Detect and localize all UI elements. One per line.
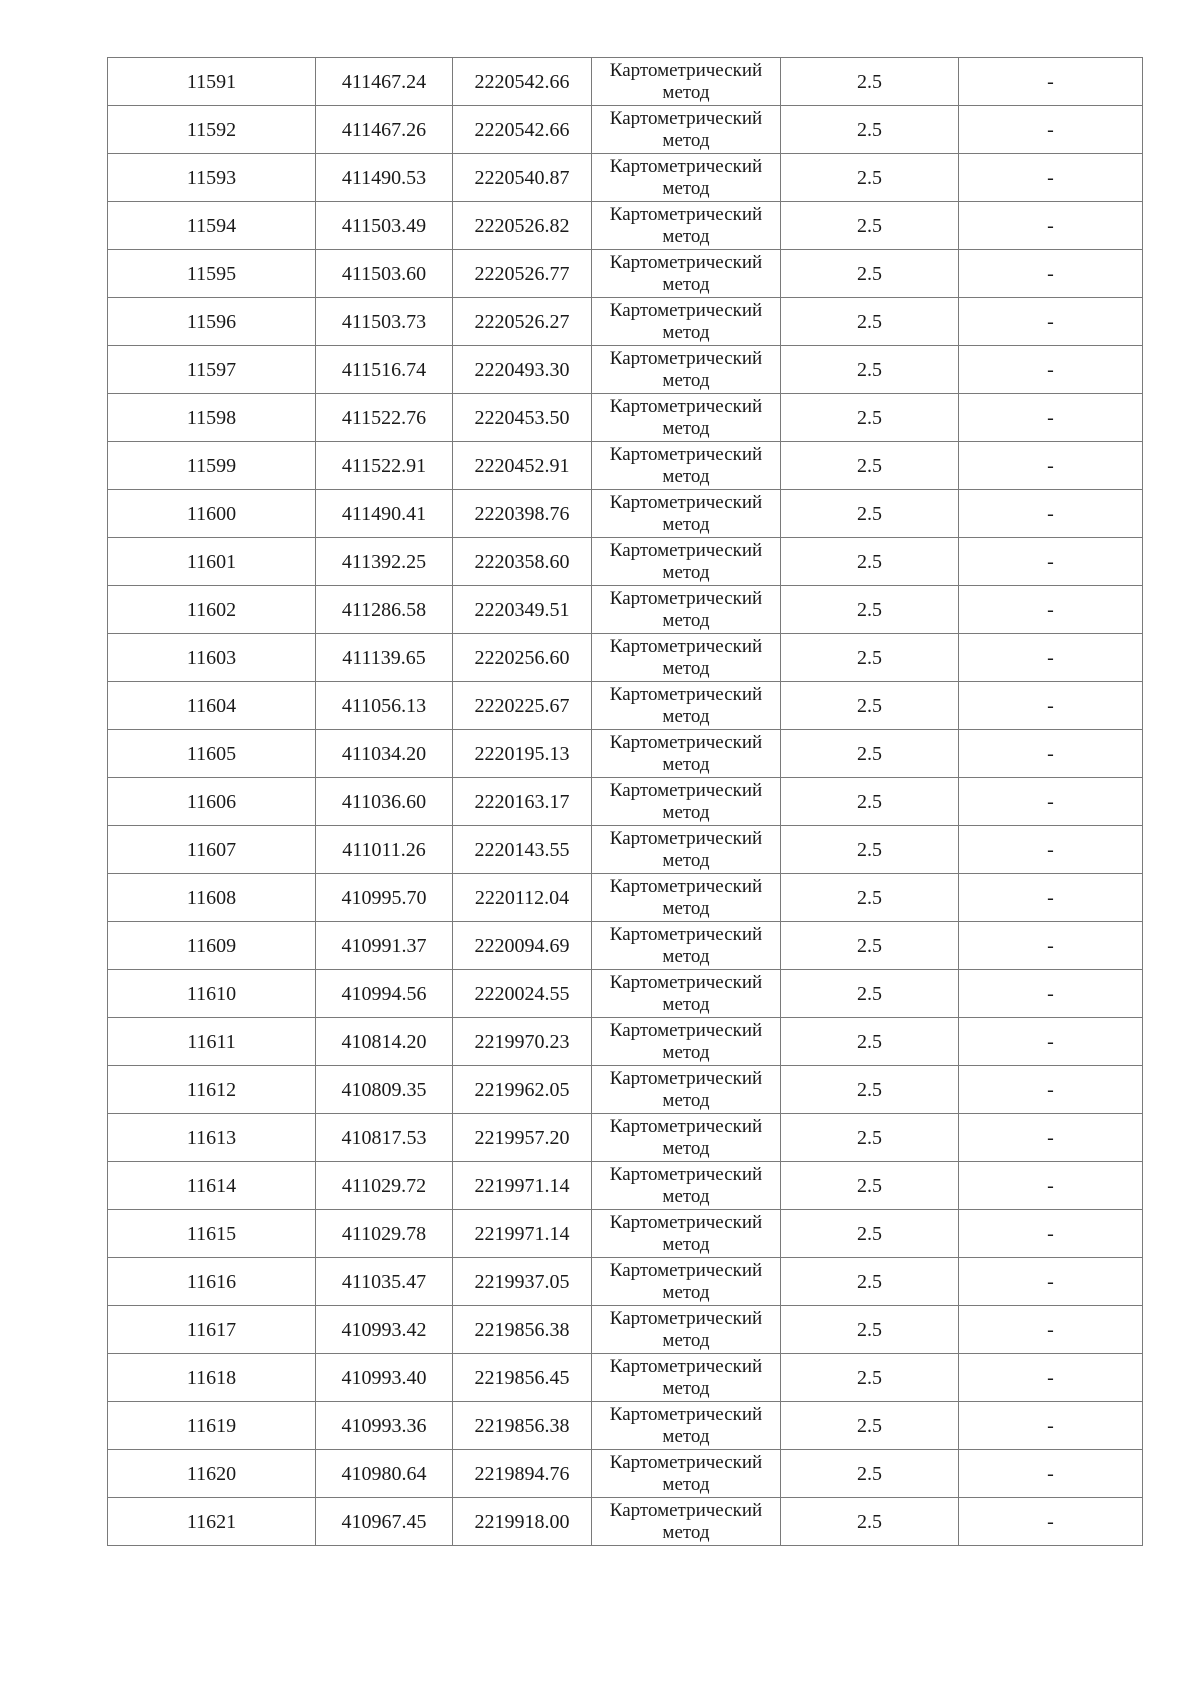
description-cell: -	[959, 1450, 1143, 1498]
y-coordinate-cell: 2220540.87	[453, 154, 592, 202]
description-cell: -	[959, 1402, 1143, 1450]
method-cell: Картометрический метод	[592, 1498, 781, 1546]
point-number-cell: 11617	[108, 1306, 316, 1354]
x-coordinate-cell: 411392.25	[316, 538, 453, 586]
table-row	[108, 1306, 1143, 1354]
table-row	[108, 538, 1143, 586]
accuracy-cell: 2.5	[781, 1210, 959, 1258]
method-cell: Картометрический метод	[592, 58, 781, 106]
x-coordinate-cell: 410993.40	[316, 1354, 453, 1402]
table-row	[108, 682, 1143, 730]
method-cell: Картометрический метод	[592, 1210, 781, 1258]
method-cell: Картометрический метод	[592, 1402, 781, 1450]
table-row	[108, 730, 1143, 778]
y-coordinate-cell: 2220452.91	[453, 442, 592, 490]
point-number-cell: 11616	[108, 1258, 316, 1306]
y-coordinate-cell: 2220358.60	[453, 538, 592, 586]
x-coordinate-cell: 410967.45	[316, 1498, 453, 1546]
x-coordinate-cell: 411056.13	[316, 682, 453, 730]
description-cell: -	[959, 970, 1143, 1018]
point-number-cell: 11619	[108, 1402, 316, 1450]
table-row	[108, 1018, 1143, 1066]
table-row	[108, 586, 1143, 634]
accuracy-cell: 2.5	[781, 970, 959, 1018]
y-coordinate-cell: 2219962.05	[453, 1066, 592, 1114]
y-coordinate-cell: 2219971.14	[453, 1162, 592, 1210]
accuracy-cell: 2.5	[781, 442, 959, 490]
point-number-cell: 11609	[108, 922, 316, 970]
accuracy-cell: 2.5	[781, 634, 959, 682]
description-cell: -	[959, 58, 1143, 106]
point-number-cell: 11621	[108, 1498, 316, 1546]
accuracy-cell: 2.5	[781, 1354, 959, 1402]
description-cell: -	[959, 154, 1143, 202]
y-coordinate-cell: 2220526.77	[453, 250, 592, 298]
accuracy-cell: 2.5	[781, 154, 959, 202]
table-row	[108, 250, 1143, 298]
table-row	[108, 490, 1143, 538]
y-coordinate-cell: 2220349.51	[453, 586, 592, 634]
point-number-cell: 11591	[108, 58, 316, 106]
x-coordinate-cell: 411029.72	[316, 1162, 453, 1210]
method-cell: Картометрический метод	[592, 1450, 781, 1498]
point-number-cell: 11620	[108, 1450, 316, 1498]
accuracy-cell: 2.5	[781, 346, 959, 394]
accuracy-cell: 2.5	[781, 586, 959, 634]
method-cell: Картометрический метод	[592, 586, 781, 634]
table-row	[108, 922, 1143, 970]
method-cell: Картометрический метод	[592, 442, 781, 490]
y-coordinate-cell: 2220493.30	[453, 346, 592, 394]
y-coordinate-cell: 2220398.76	[453, 490, 592, 538]
method-cell: Картометрический метод	[592, 490, 781, 538]
y-coordinate-cell: 2219856.38	[453, 1402, 592, 1450]
description-cell: -	[959, 586, 1143, 634]
table-row	[108, 58, 1143, 106]
description-cell: -	[959, 1018, 1143, 1066]
method-cell: Картометрический метод	[592, 922, 781, 970]
y-coordinate-cell: 2219971.14	[453, 1210, 592, 1258]
description-cell: -	[959, 346, 1143, 394]
accuracy-cell: 2.5	[781, 250, 959, 298]
x-coordinate-cell: 410814.20	[316, 1018, 453, 1066]
x-coordinate-cell: 411467.24	[316, 58, 453, 106]
x-coordinate-cell: 410995.70	[316, 874, 453, 922]
point-number-cell: 11610	[108, 970, 316, 1018]
x-coordinate-cell: 411522.91	[316, 442, 453, 490]
x-coordinate-cell: 411522.76	[316, 394, 453, 442]
accuracy-cell: 2.5	[781, 1498, 959, 1546]
description-cell: -	[959, 682, 1143, 730]
accuracy-cell: 2.5	[781, 778, 959, 826]
y-coordinate-cell: 2220225.67	[453, 682, 592, 730]
description-cell: -	[959, 874, 1143, 922]
accuracy-cell: 2.5	[781, 58, 959, 106]
accuracy-cell: 2.5	[781, 730, 959, 778]
x-coordinate-cell: 410991.37	[316, 922, 453, 970]
x-coordinate-cell: 411503.49	[316, 202, 453, 250]
method-cell: Картометрический метод	[592, 874, 781, 922]
method-cell: Картометрический метод	[592, 250, 781, 298]
description-cell: -	[959, 1354, 1143, 1402]
table-row	[108, 154, 1143, 202]
method-cell: Картометрический метод	[592, 1306, 781, 1354]
y-coordinate-cell: 2220143.55	[453, 826, 592, 874]
method-cell: Картометрический метод	[592, 970, 781, 1018]
accuracy-cell: 2.5	[781, 682, 959, 730]
description-cell: -	[959, 1498, 1143, 1546]
method-cell: Картометрический метод	[592, 682, 781, 730]
y-coordinate-cell: 2219856.38	[453, 1306, 592, 1354]
y-coordinate-cell: 2219970.23	[453, 1018, 592, 1066]
x-coordinate-cell: 410993.36	[316, 1402, 453, 1450]
description-cell: -	[959, 730, 1143, 778]
point-number-cell: 11606	[108, 778, 316, 826]
accuracy-cell: 2.5	[781, 106, 959, 154]
accuracy-cell: 2.5	[781, 1258, 959, 1306]
point-number-cell: 11594	[108, 202, 316, 250]
method-cell: Картометрический метод	[592, 1018, 781, 1066]
table-row	[108, 826, 1143, 874]
point-number-cell: 11592	[108, 106, 316, 154]
accuracy-cell: 2.5	[781, 538, 959, 586]
description-cell: -	[959, 202, 1143, 250]
description-cell: -	[959, 1258, 1143, 1306]
accuracy-cell: 2.5	[781, 922, 959, 970]
method-cell: Картометрический метод	[592, 298, 781, 346]
y-coordinate-cell: 2220453.50	[453, 394, 592, 442]
y-coordinate-cell: 2219918.00	[453, 1498, 592, 1546]
description-cell: -	[959, 1210, 1143, 1258]
accuracy-cell: 2.5	[781, 490, 959, 538]
x-coordinate-cell: 411503.73	[316, 298, 453, 346]
description-cell: -	[959, 1306, 1143, 1354]
x-coordinate-cell: 411036.60	[316, 778, 453, 826]
table-row	[108, 1210, 1143, 1258]
x-coordinate-cell: 411035.47	[316, 1258, 453, 1306]
accuracy-cell: 2.5	[781, 826, 959, 874]
point-number-cell: 11600	[108, 490, 316, 538]
description-cell: -	[959, 1162, 1143, 1210]
point-number-cell: 11607	[108, 826, 316, 874]
x-coordinate-cell: 411503.60	[316, 250, 453, 298]
coordinates-table-body	[108, 58, 1143, 1546]
point-number-cell: 11604	[108, 682, 316, 730]
y-coordinate-cell: 2220112.04	[453, 874, 592, 922]
coordinates-table	[107, 57, 1143, 1546]
table-row	[108, 1258, 1143, 1306]
accuracy-cell: 2.5	[781, 1114, 959, 1162]
point-number-cell: 11608	[108, 874, 316, 922]
x-coordinate-cell: 411467.26	[316, 106, 453, 154]
description-cell: -	[959, 250, 1143, 298]
x-coordinate-cell: 411516.74	[316, 346, 453, 394]
method-cell: Картометрический метод	[592, 1162, 781, 1210]
method-cell: Картометрический метод	[592, 538, 781, 586]
x-coordinate-cell: 411490.41	[316, 490, 453, 538]
x-coordinate-cell: 410994.56	[316, 970, 453, 1018]
x-coordinate-cell: 410980.64	[316, 1450, 453, 1498]
table-row	[108, 970, 1143, 1018]
description-cell: -	[959, 442, 1143, 490]
description-cell: -	[959, 1114, 1143, 1162]
method-cell: Картометрический метод	[592, 1258, 781, 1306]
table-row	[108, 1354, 1143, 1402]
x-coordinate-cell: 411139.65	[316, 634, 453, 682]
point-number-cell: 11595	[108, 250, 316, 298]
accuracy-cell: 2.5	[781, 1306, 959, 1354]
table-row	[108, 1114, 1143, 1162]
method-cell: Картометрический метод	[592, 778, 781, 826]
description-cell: -	[959, 778, 1143, 826]
y-coordinate-cell: 2219937.05	[453, 1258, 592, 1306]
accuracy-cell: 2.5	[781, 1450, 959, 1498]
point-number-cell: 11614	[108, 1162, 316, 1210]
table-row	[108, 298, 1143, 346]
method-cell: Картометрический метод	[592, 154, 781, 202]
accuracy-cell: 2.5	[781, 1018, 959, 1066]
x-coordinate-cell: 411286.58	[316, 586, 453, 634]
method-cell: Картометрический метод	[592, 826, 781, 874]
point-number-cell: 11605	[108, 730, 316, 778]
method-cell: Картометрический метод	[592, 202, 781, 250]
accuracy-cell: 2.5	[781, 1162, 959, 1210]
y-coordinate-cell: 2220526.82	[453, 202, 592, 250]
y-coordinate-cell: 2220542.66	[453, 58, 592, 106]
y-coordinate-cell: 2219957.20	[453, 1114, 592, 1162]
description-cell: -	[959, 538, 1143, 586]
table-row	[108, 634, 1143, 682]
table-row	[108, 1450, 1143, 1498]
method-cell: Картометрический метод	[592, 106, 781, 154]
y-coordinate-cell: 2219856.45	[453, 1354, 592, 1402]
table-row	[108, 1162, 1143, 1210]
description-cell: -	[959, 298, 1143, 346]
table-row	[108, 442, 1143, 490]
accuracy-cell: 2.5	[781, 1402, 959, 1450]
y-coordinate-cell: 2220163.17	[453, 778, 592, 826]
accuracy-cell: 2.5	[781, 874, 959, 922]
x-coordinate-cell: 410817.53	[316, 1114, 453, 1162]
x-coordinate-cell: 411029.78	[316, 1210, 453, 1258]
x-coordinate-cell: 410993.42	[316, 1306, 453, 1354]
method-cell: Картометрический метод	[592, 1066, 781, 1114]
point-number-cell: 11613	[108, 1114, 316, 1162]
accuracy-cell: 2.5	[781, 394, 959, 442]
description-cell: -	[959, 1066, 1143, 1114]
point-number-cell: 11618	[108, 1354, 316, 1402]
point-number-cell: 11593	[108, 154, 316, 202]
description-cell: -	[959, 490, 1143, 538]
accuracy-cell: 2.5	[781, 1066, 959, 1114]
table-row	[108, 778, 1143, 826]
accuracy-cell: 2.5	[781, 202, 959, 250]
table-row	[108, 1066, 1143, 1114]
x-coordinate-cell: 411011.26	[316, 826, 453, 874]
y-coordinate-cell: 2219894.76	[453, 1450, 592, 1498]
point-number-cell: 11597	[108, 346, 316, 394]
table-row	[108, 1498, 1143, 1546]
table-row	[108, 394, 1143, 442]
description-cell: -	[959, 826, 1143, 874]
method-cell: Картометрический метод	[592, 1354, 781, 1402]
point-number-cell: 11598	[108, 394, 316, 442]
point-number-cell: 11615	[108, 1210, 316, 1258]
point-number-cell: 11603	[108, 634, 316, 682]
point-number-cell: 11611	[108, 1018, 316, 1066]
point-number-cell: 11612	[108, 1066, 316, 1114]
x-coordinate-cell: 410809.35	[316, 1066, 453, 1114]
y-coordinate-cell: 2220195.13	[453, 730, 592, 778]
table-row	[108, 874, 1143, 922]
description-cell: -	[959, 922, 1143, 970]
point-number-cell: 11599	[108, 442, 316, 490]
table-row	[108, 346, 1143, 394]
x-coordinate-cell: 411490.53	[316, 154, 453, 202]
method-cell: Картометрический метод	[592, 1114, 781, 1162]
table-row	[108, 202, 1143, 250]
point-number-cell: 11602	[108, 586, 316, 634]
y-coordinate-cell: 2220542.66	[453, 106, 592, 154]
y-coordinate-cell: 2220256.60	[453, 634, 592, 682]
table-row	[108, 106, 1143, 154]
description-cell: -	[959, 634, 1143, 682]
description-cell: -	[959, 394, 1143, 442]
method-cell: Картометрический метод	[592, 394, 781, 442]
table-row	[108, 1402, 1143, 1450]
method-cell: Картометрический метод	[592, 634, 781, 682]
x-coordinate-cell: 411034.20	[316, 730, 453, 778]
method-cell: Картометрический метод	[592, 730, 781, 778]
point-number-cell: 11601	[108, 538, 316, 586]
y-coordinate-cell: 2220094.69	[453, 922, 592, 970]
y-coordinate-cell: 2220526.27	[453, 298, 592, 346]
accuracy-cell: 2.5	[781, 298, 959, 346]
y-coordinate-cell: 2220024.55	[453, 970, 592, 1018]
description-cell: -	[959, 106, 1143, 154]
point-number-cell: 11596	[108, 298, 316, 346]
method-cell: Картометрический метод	[592, 346, 781, 394]
